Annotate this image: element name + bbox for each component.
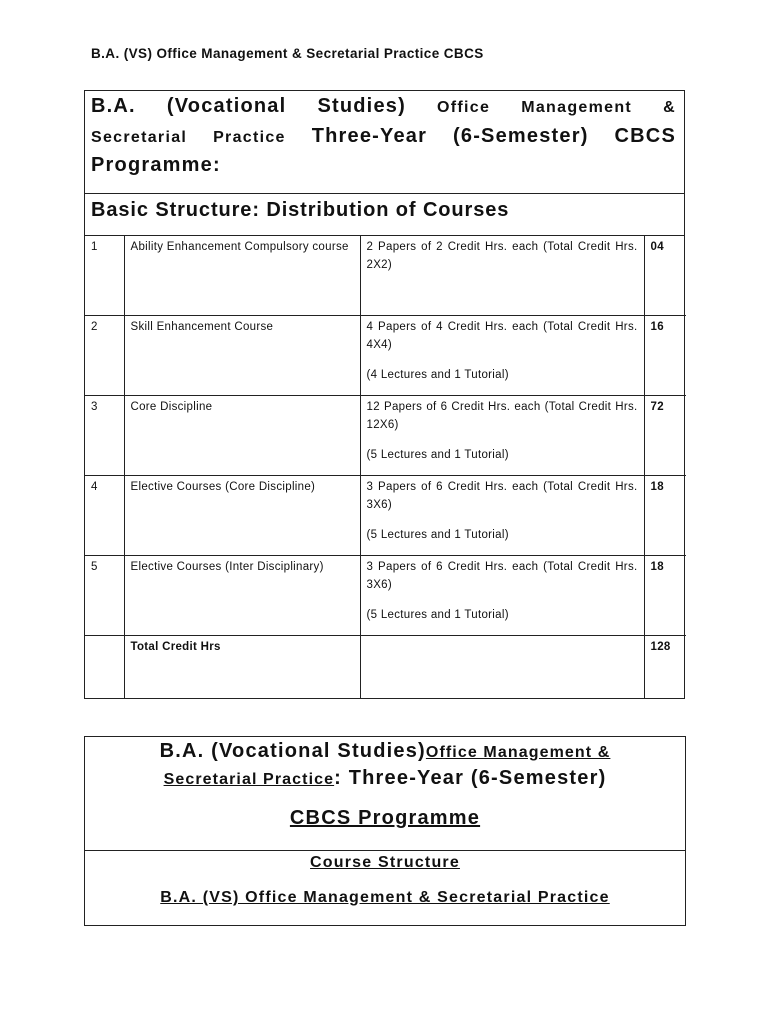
row-number: 2 bbox=[85, 315, 124, 395]
papers-cell bbox=[360, 315, 644, 395]
table-row bbox=[85, 315, 686, 395]
title-word: Management bbox=[521, 99, 633, 116]
title-word: Secretarial bbox=[91, 129, 188, 146]
credit-hours: 04 bbox=[644, 236, 686, 315]
title-word: (Vocational bbox=[166, 95, 287, 117]
lecture-note: (4 Lectures and 1 Tutorial) bbox=[366, 368, 509, 381]
title-word: Practice bbox=[213, 129, 286, 146]
total-credit-hours: 128 bbox=[644, 635, 686, 698]
papers-text: 4 Papers of 4 Credit Hrs. each (Total Credit Hrs. 4X4) bbox=[366, 320, 638, 351]
heading-part: : Three-Year (6-Semester) bbox=[334, 767, 607, 789]
course-name: Core Discipline bbox=[124, 395, 360, 475]
program-name: B.A. (VS) Office Management & Secretarial Practice bbox=[160, 889, 610, 906]
title-word: Studies) bbox=[317, 95, 406, 117]
row-number: 4 bbox=[85, 475, 124, 555]
papers-cell bbox=[360, 475, 644, 555]
credit-hours: 18 bbox=[644, 475, 686, 555]
papers-cell bbox=[360, 236, 644, 315]
programme-heading bbox=[85, 737, 685, 851]
title-word: B.A. bbox=[91, 95, 136, 117]
table-row bbox=[85, 395, 686, 475]
lecture-note: (5 Lectures and 1 Tutorial) bbox=[366, 528, 509, 541]
heading-part: B.A. (Vocational Studies) bbox=[159, 740, 426, 762]
total-label: Total Credit Hrs bbox=[124, 635, 360, 698]
row-number: 5 bbox=[85, 555, 124, 635]
course-name: Elective Courses (Core Discipline) bbox=[124, 475, 360, 555]
empty-cell bbox=[360, 635, 644, 698]
empty-cell bbox=[85, 635, 124, 698]
course-structure-box bbox=[84, 736, 686, 926]
papers-cell bbox=[360, 555, 644, 635]
title-word: CBCS bbox=[614, 125, 676, 147]
credit-hours: 16 bbox=[644, 315, 686, 395]
table-row bbox=[85, 555, 686, 635]
title-word: (6-Semester) bbox=[453, 125, 589, 147]
course-name: Elective Courses (Inter Disciplinary) bbox=[124, 555, 360, 635]
title-word: & bbox=[663, 99, 676, 116]
programme-title bbox=[85, 91, 684, 194]
running-header: B.A. (VS) Office Management & Secretarial Practice CBCS bbox=[91, 46, 484, 61]
lecture-note: (5 Lectures and 1 Tutorial) bbox=[366, 608, 509, 621]
table-row bbox=[85, 475, 686, 555]
row-number: 1 bbox=[91, 241, 98, 253]
heading-cbcs: CBCS Programme bbox=[289, 807, 481, 829]
table-subtitle: Basic Structure: Distribution of Courses bbox=[85, 194, 684, 236]
row-number: 3 bbox=[85, 395, 124, 475]
heading-part: Secretarial Practice bbox=[163, 771, 335, 788]
table-row bbox=[85, 236, 686, 315]
papers-text: 3 Papers of 6 Credit Hrs. each (Total Credit Hrs. 3X6) bbox=[366, 560, 638, 591]
distribution-table bbox=[85, 236, 686, 698]
title-word: Office bbox=[437, 99, 491, 116]
course-structure-section bbox=[85, 851, 685, 907]
course-name: Skill Enhancement Course bbox=[124, 315, 360, 395]
total-row bbox=[85, 635, 686, 698]
title-word: Programme: bbox=[91, 154, 221, 176]
papers-text: 12 Papers of 6 Credit Hrs. each (Total Credit Hrs. 12X6) bbox=[366, 400, 638, 431]
course-name: Ability Enhancement Compulsory course bbox=[124, 236, 360, 315]
heading-part: Office Management & bbox=[425, 744, 611, 761]
papers-text: 3 Papers of 6 Credit Hrs. each (Total Credit Hrs. 3X6) bbox=[366, 480, 638, 511]
papers-text: 2 Papers of 2 Credit Hrs. each (Total Credit Hrs. 2X2) bbox=[366, 241, 638, 271]
credit-hours: 18 bbox=[644, 555, 686, 635]
course-structure-heading: Course Structure bbox=[310, 854, 460, 871]
title-word: Three-Year bbox=[311, 125, 428, 147]
lecture-note: (5 Lectures and 1 Tutorial) bbox=[366, 448, 509, 461]
credit-hours: 72 bbox=[644, 395, 686, 475]
course-distribution-table bbox=[84, 90, 685, 699]
papers-cell bbox=[360, 395, 644, 475]
